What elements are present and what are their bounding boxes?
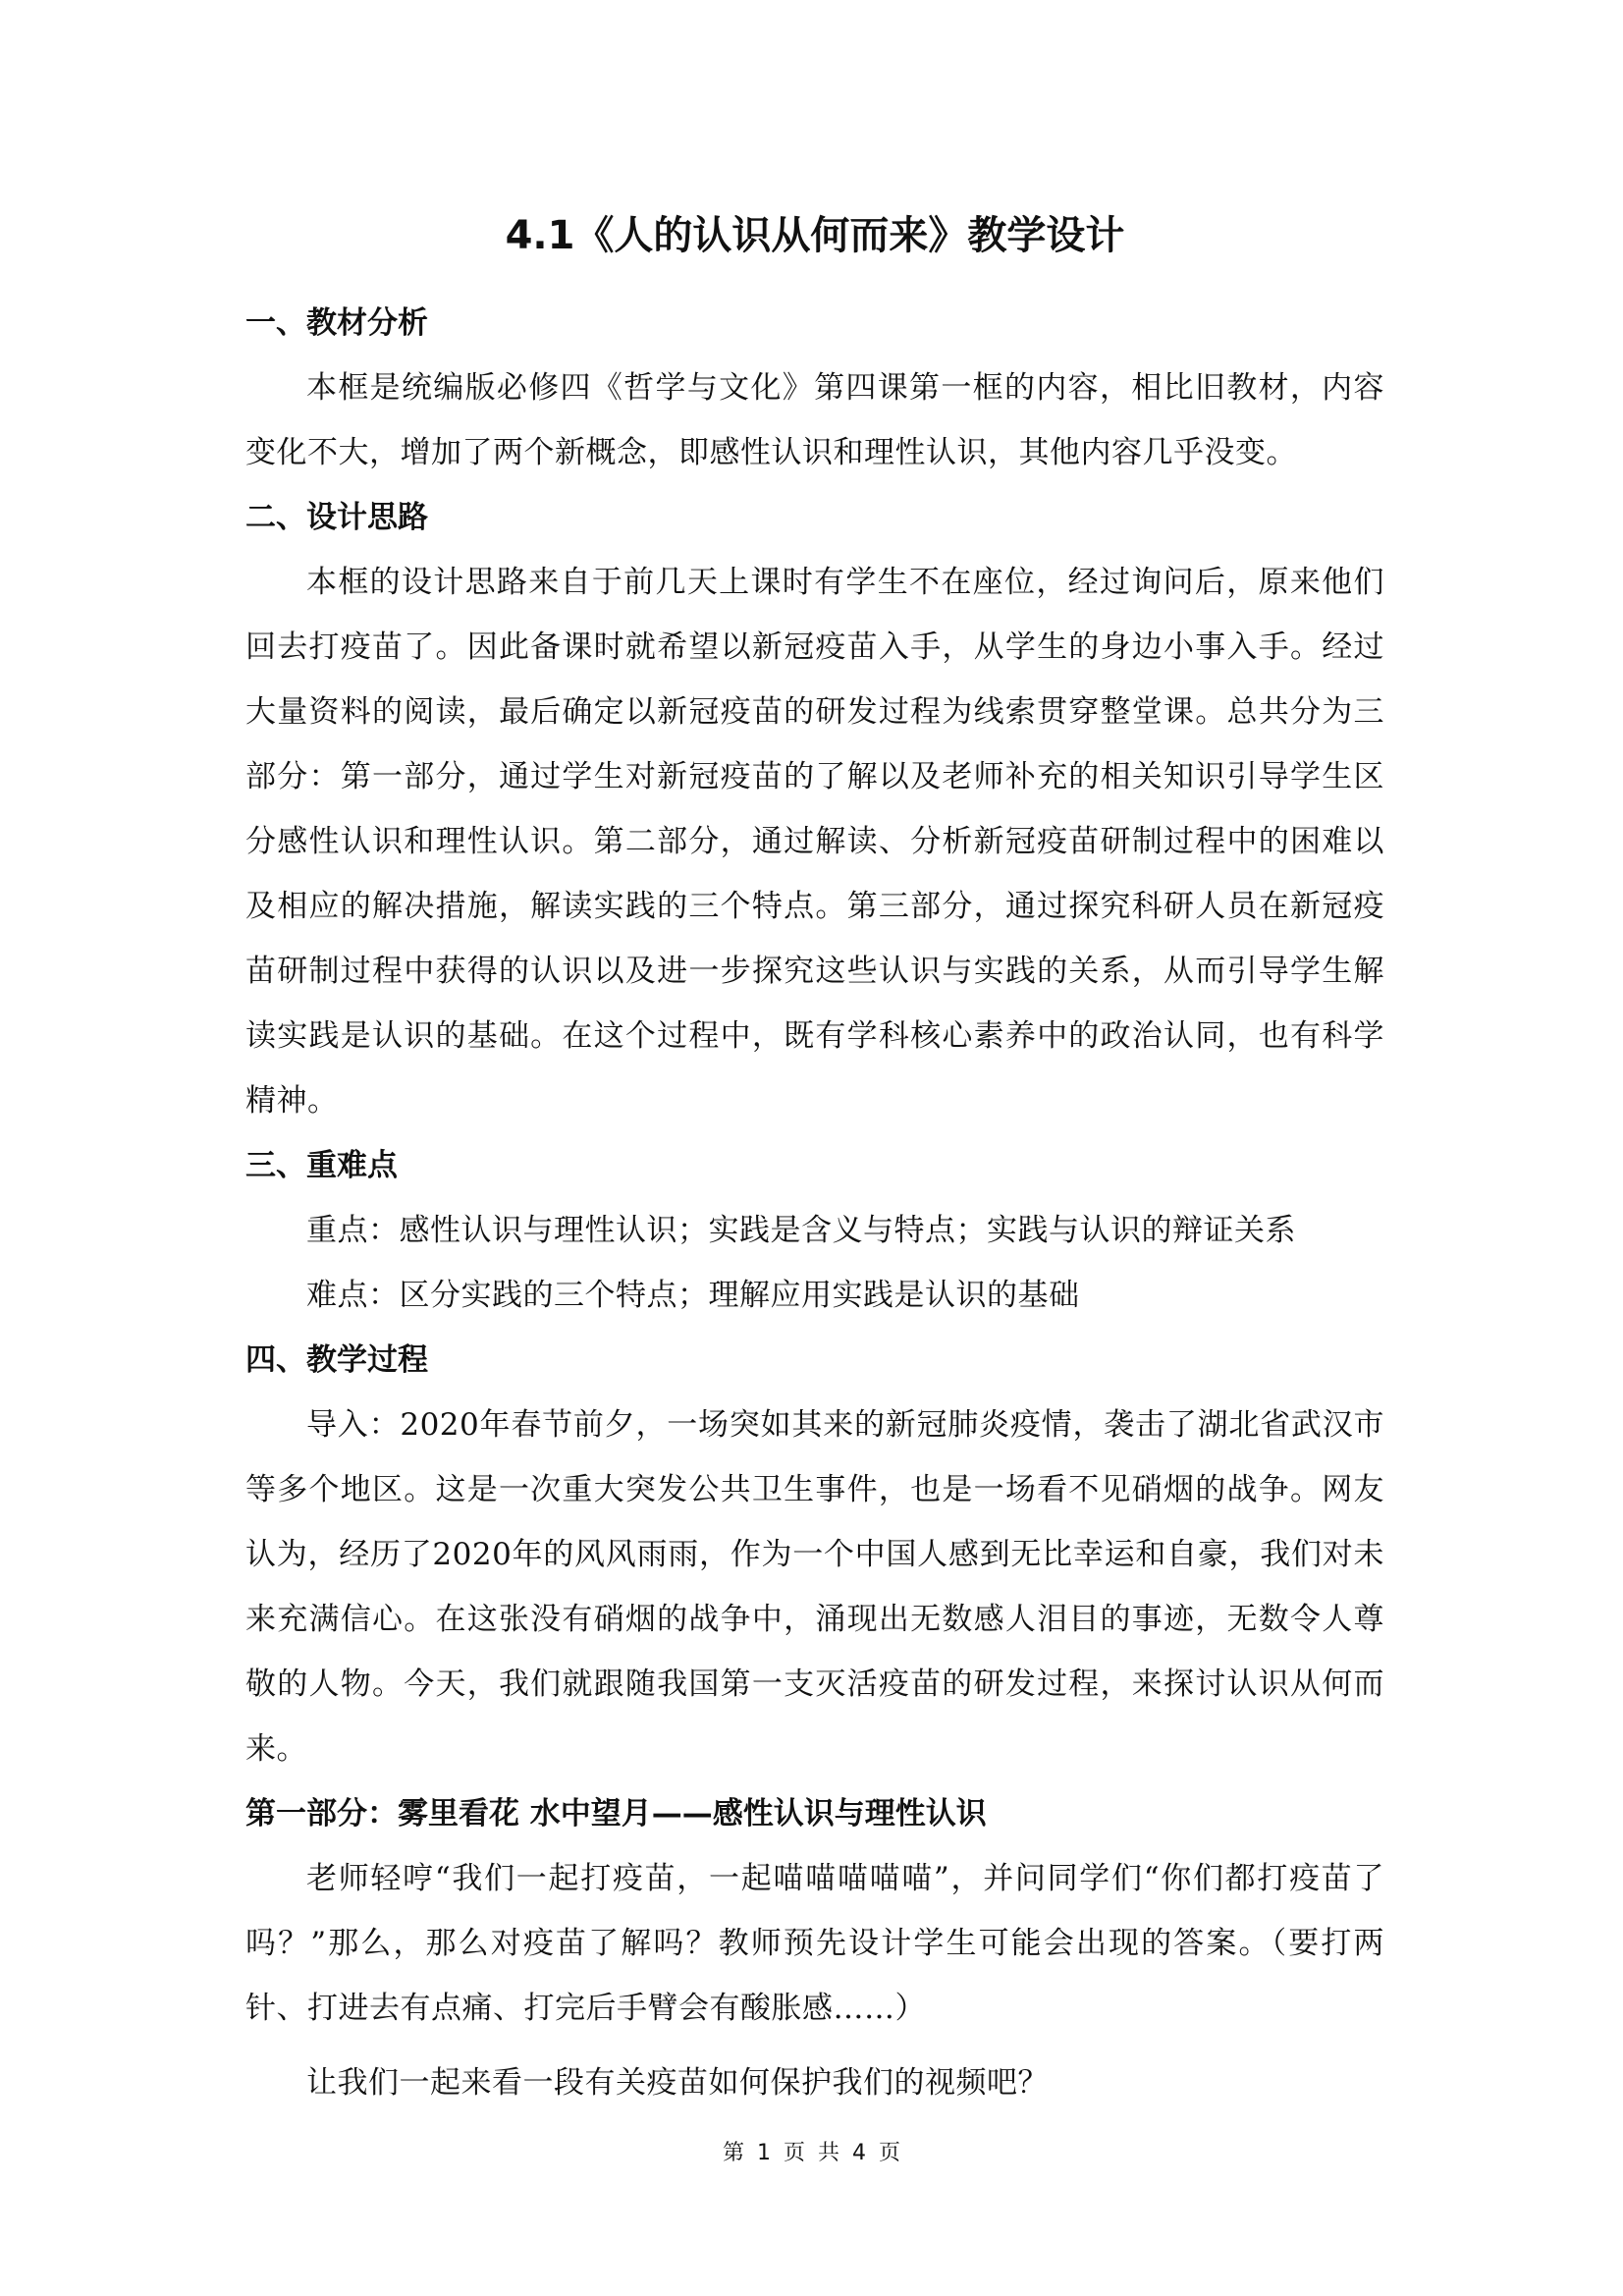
section-heading-key-points: 三、重难点 [245, 1148, 398, 1183]
section-heading-part-one: 第一部分：雾里看花 水中望月——感性认识与理性认识 [245, 1796, 987, 1831]
section-heading-textbook-analysis: 一、教材分析 [245, 305, 428, 341]
paragraph: 导入：2020年春节前夕，一场突如其来的新冠肺炎疫情，袭击了湖北省武汉市等多个地区。这是一次重大突发公共卫生事件，也是一场看不见硝烟的战争。网友认为，经历了2020年的风风雨雨，作为一个中国人感到无比幸运和自豪，我们对未来充满信心。在这张没有硝烟的战争中，涌现出无数感人泪目的事迹，无数令人尊敬的人物。今天，我们就跟随我国第一支灭活疫苗的研发过程，来探讨认识从何而来。 [245, 1407, 1384, 1767]
paragraph: 本框是统编版必修四《哲学与文化》第四课第一框的内容，相比旧教材，内容变化不大，增加了两个新概念，即感性认识和理性认识，其他内容几乎没变。 [245, 370, 1384, 470]
section-heading-teaching-process: 四、教学过程 [245, 1342, 428, 1378]
paragraph-difficult-point: 难点：区分实践的三个特点；理解应用实践是认识的基础 [306, 1278, 1080, 1313]
document-title: 4.1《人的认识从何而来》教学设计 [505, 213, 1125, 258]
section-heading-design-idea: 二、设计思路 [245, 500, 428, 535]
paragraph: 本框的设计思路来自于前几天上课时有学生不在座位，经过询问后，原来他们回去打疫苗了。因此备课时就希望以新冠疫苗入手，从学生的身边小事入手。经过大量资料的阅读，最后确定以新冠疫苗的研发过程为线索贯穿整堂课。总共分为三部分：第一部分，通过学生对新冠疫苗的了解以及老师补充的相关知识引导学生区分感性认识和理性认识。第二部分，通过解读、分析新冠疫苗研制过程中的困难以及相应的解决措施，解读实践的三个特点。第三部分，通过探究科研人员在新冠疫苗研制过程中获得的认识以及进一步探究这些认识与实践的关系，从而引导学生解读实践是认识的基础。在这个过程中，既有学科核心素养中的政治认同，也有科学精神。 [245, 565, 1384, 1119]
paragraph-key-point: 重点：感性认识与理性认识；实践是含义与特点；实践与认识的辩证关系 [306, 1213, 1296, 1248]
paragraph: 老师轻哼“我们一起打疫苗，一起喵喵喵喵喵”，并问同学们“你们都打疫苗了吗？”那么，那么对疫苗了解吗？教师预先设计学生可能会出现的答案。（要打两针、打进去有点痛、打完后手臂会有酸胀感……） [245, 1861, 1384, 2026]
page-number-footer: 第 1 页 共 4 页 [723, 2141, 900, 2165]
paragraph: 让我们一起来看一段有关疫苗如何保护我们的视频吧？ [306, 2065, 1049, 2101]
document-body [245, 206, 1384, 2115]
